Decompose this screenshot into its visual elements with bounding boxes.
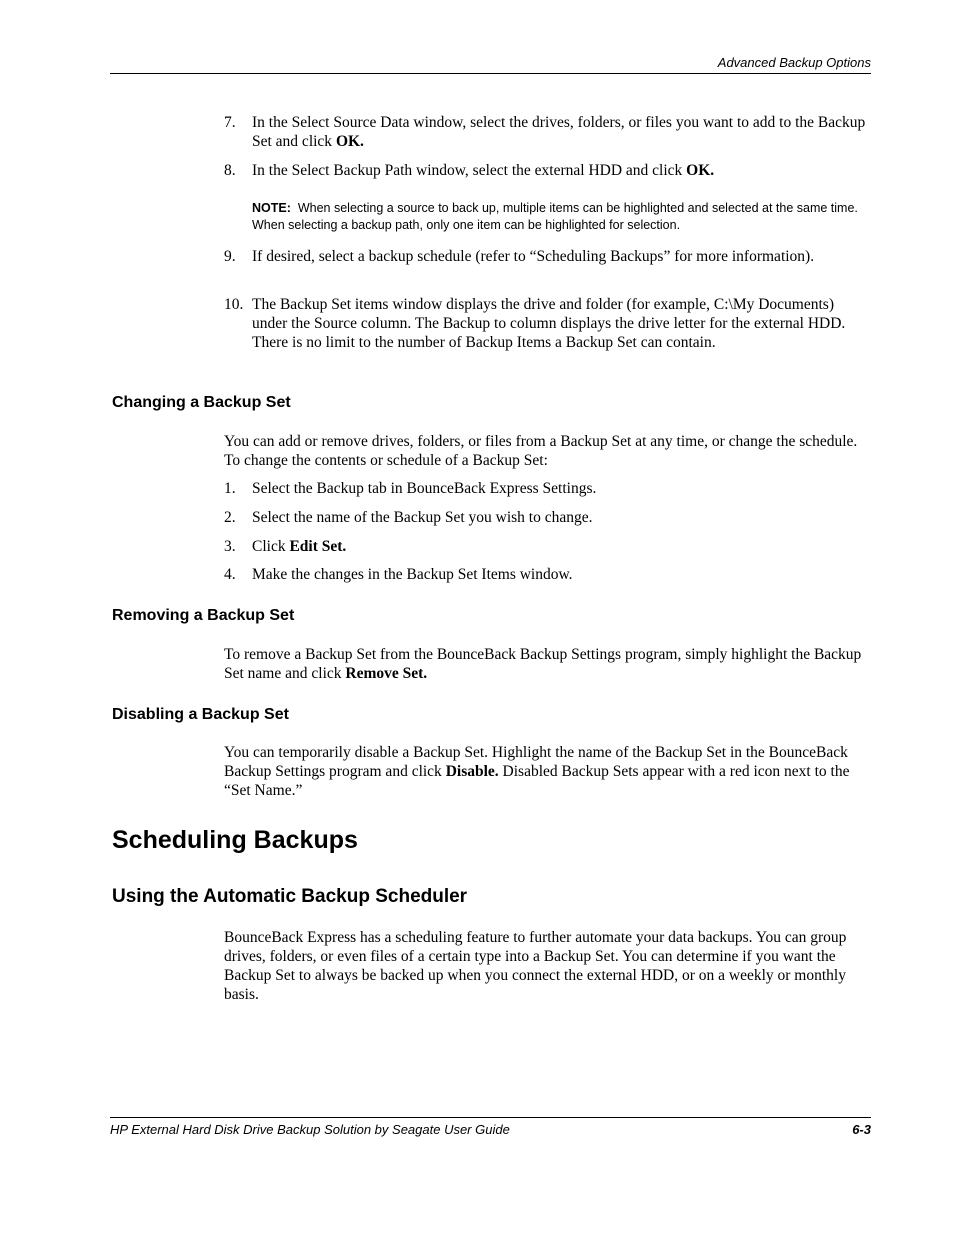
scheduling-text: BounceBack Express has a scheduling feature to further automate your data backups. You can group drives, folders, or even files of a certain type into a Backup Set. You can determine if you want the Backup Set to always be backed up when you connect the external HDD, or on a weekly or monthly basis. xyxy=(224,929,847,1003)
list-item-step-7: 7. In the Select Source Data window, select the drives, folders, or files you want to add to the Backup Set and click OK. xyxy=(224,114,866,150)
footer-title: HP External Hard Disk Drive Backup Solution by Seagate User Guide xyxy=(110,1122,510,1137)
running-footer xyxy=(110,1117,871,1137)
heading-changing-backup-set: Changing a Backup Set xyxy=(112,394,291,411)
running-header-title: Advanced Backup Options xyxy=(717,55,871,70)
list-item-change-2: 2. Select the name of the Backup Set you wish to change. xyxy=(224,509,593,526)
heading-automatic-backup-scheduler: Using the Automatic Backup Scheduler xyxy=(112,886,468,907)
removing-text: To remove a Backup Set from the BounceBack Backup Settings program, simply highlight the Backup Set name and click Remove Set. xyxy=(224,646,862,682)
list-item-change-3: 3. Click Edit Set. xyxy=(224,538,347,555)
list-item-step-8: 8. In the Select Backup Path window, select the external HDD and click OK. xyxy=(224,162,715,179)
running-header xyxy=(110,55,871,74)
note-box xyxy=(252,200,867,234)
list-item-change-4: 4. Make the changes in the Backup Set Items window. xyxy=(224,566,573,583)
list-item-step-10: 10. The Backup Set items window displays the drive and folder (for example, C:\My Documents) under the Source column. The Backup to column displays the drive letter for the external HDD. There is no limit to the number of Backup Items a Backup Set can contain. xyxy=(224,296,846,351)
heading-scheduling-backups: Scheduling Backups xyxy=(112,826,358,854)
changing-intro: You can add or remove drives, folders, or files from a Backup Set at any time, or change the schedule. To change the contents or schedule of a Backup Set: xyxy=(224,433,858,469)
heading-disabling-backup-set: Disabling a Backup Set xyxy=(112,706,289,723)
note-label: NOTE: xyxy=(252,201,291,215)
note-text: When selecting a source to back up, multiple items can be highlighted and selected at the same time. When selecting a backup path, only one item can be highlighted for selection. xyxy=(252,201,858,232)
heading-removing-backup-set: Removing a Backup Set xyxy=(112,607,295,624)
disabling-text: You can temporarily disable a Backup Set. Highlight the name of the Backup Set in the BounceBack Backup Settings program and click Disable. Disabled Backup Sets appear with a red icon next to the “Set Name.” xyxy=(224,744,850,799)
list-item-step-9: 9. If desired, select a backup schedule (refer to “Scheduling Backups” for more information). xyxy=(224,248,815,265)
page-number: 6-3 xyxy=(852,1122,871,1137)
list-item-change-1: 1. Select the Backup tab in BounceBack Express Settings. xyxy=(224,480,597,497)
